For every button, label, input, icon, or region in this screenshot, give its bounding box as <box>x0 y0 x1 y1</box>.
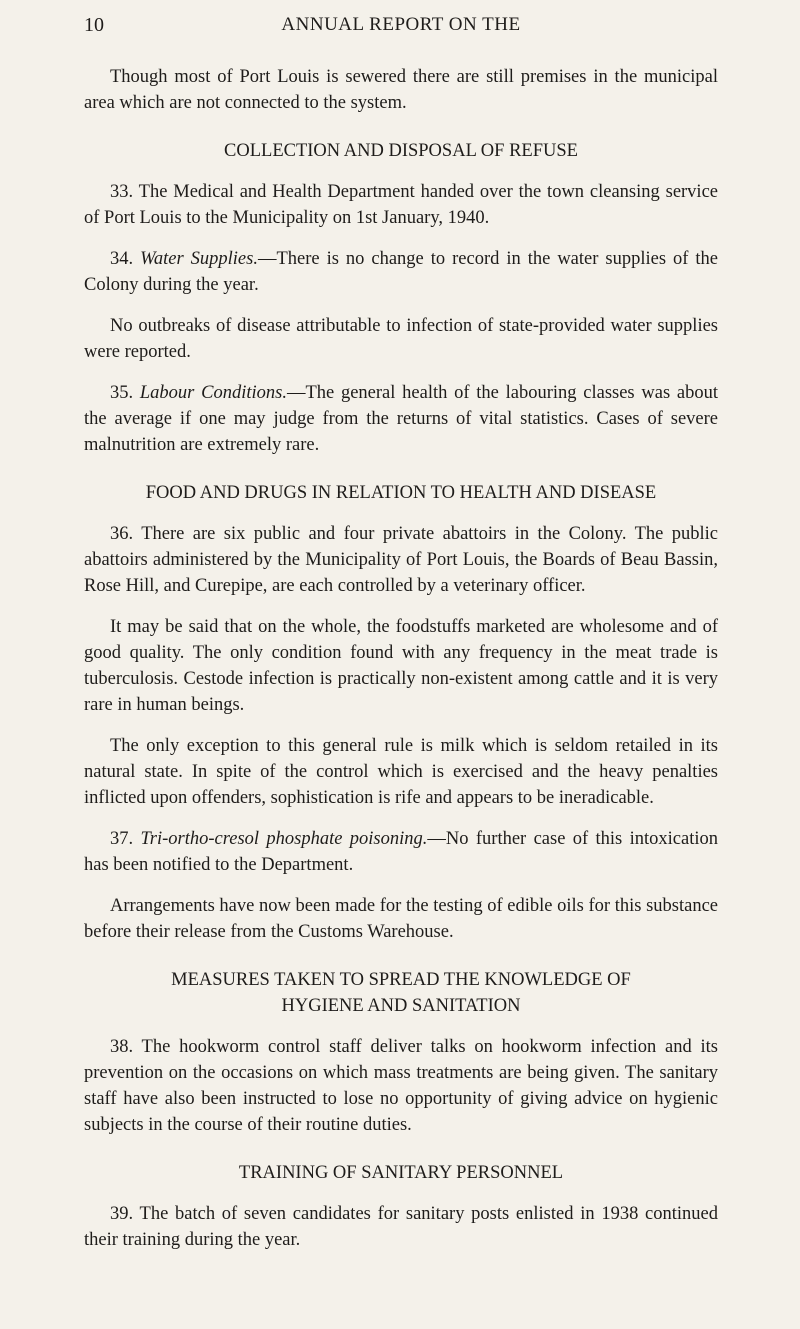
paragraph-36b: It may be said that on the whole, the foodstuffs marketed are wholesome and of good quality. The only condition found with any frequency in the meat trade is tuberculosis. Cestode infection is practically non-existent among cattle and it is very rare in human beings. <box>84 617 718 715</box>
intro-paragraph: Though most of Port Louis is sewered there are still premises in the municipal area which are not connected to the system. <box>84 67 718 113</box>
paragraph-37 <box>84 826 718 878</box>
paragraph-36: 36. There are six public and four private abattoirs in the Colony. The public abattoirs administered by the Municipality of Port Louis, the Boards of Beau Bassin, Rose Hill, and Curepipe, are each controlled by a veterinary officer. <box>84 524 718 596</box>
paragraph-37-number: 37. <box>110 829 134 849</box>
paragraph-34-title: Water Supplies. <box>140 249 258 269</box>
running-head <box>84 14 718 44</box>
section-heading-measures-line-1: MEASURES TAKEN TO SPREAD THE KNOWLEDGE OF <box>171 970 631 990</box>
running-title: ANNUAL REPORT ON THE <box>281 14 521 35</box>
paragraph-37-title: Tri-ortho-cresol phosphate poisoning. <box>140 829 428 849</box>
section-heading-refuse: COLLECTION AND DISPOSAL OF REFUSE <box>224 141 578 161</box>
paragraph-34-number: 34. <box>110 249 134 269</box>
paragraph-36c: The only exception to this general rule is milk which is seldom retailed in its natural state. In spite of the control which is exercised and the heavy penalties inflicted upon offenders, sophistication is rife and appears to be ineradicable. <box>84 736 718 808</box>
paragraph-34 <box>84 246 718 298</box>
paragraph-39: 39. The batch of seven candidates for sanitary posts enlisted in 1938 continued their training during the year. <box>84 1204 718 1250</box>
paragraph-33: 33. The Medical and Health Department handed over the town cleansing service of Port Louis to the Municipality on 1st January, 1940. <box>84 182 718 228</box>
page-body <box>84 64 718 1253</box>
paragraph-35 <box>84 380 718 458</box>
section-heading-food: FOOD AND DRUGS IN RELATION TO HEALTH AND DISEASE <box>145 483 657 503</box>
paragraph-37-text: —No further case of this intoxication has been notified to the Department. <box>84 829 718 875</box>
paragraph-35-title: Labour Conditions. <box>139 383 287 403</box>
paragraph-34-text: —There is no change to record in the water supplies of the Colony during the year. <box>84 249 719 295</box>
paragraph-35-text: —The general health of the labouring classes was about the average if one may judge from the returns of vital statistics. Cases of severe malnutrition are extremely rare. <box>84 383 718 455</box>
paragraph-38: 38. The hookworm control staff deliver talks on hookworm infection and its prevention on the occasions on which mass treatments are being given. The sanitary staff have also been instructed to lose no opportunity of giving advice on hygienic subjects in the course of their routine duties. <box>84 1037 718 1135</box>
paragraph-37b: Arrangements have now been made for the testing of edible oils for this substance before their release from the Customs Warehouse. <box>84 896 718 942</box>
paragraph-34b: No outbreaks of disease attributable to infection of state-provided water supplies were reported. <box>84 316 718 362</box>
paragraph-35-number: 35. <box>110 383 134 403</box>
section-heading-training: TRAINING OF SANITARY PERSONNEL <box>238 1163 564 1183</box>
section-heading-measures-line-2: HYGIENE AND SANITATION <box>281 996 521 1016</box>
page-number: 10 <box>84 14 104 36</box>
